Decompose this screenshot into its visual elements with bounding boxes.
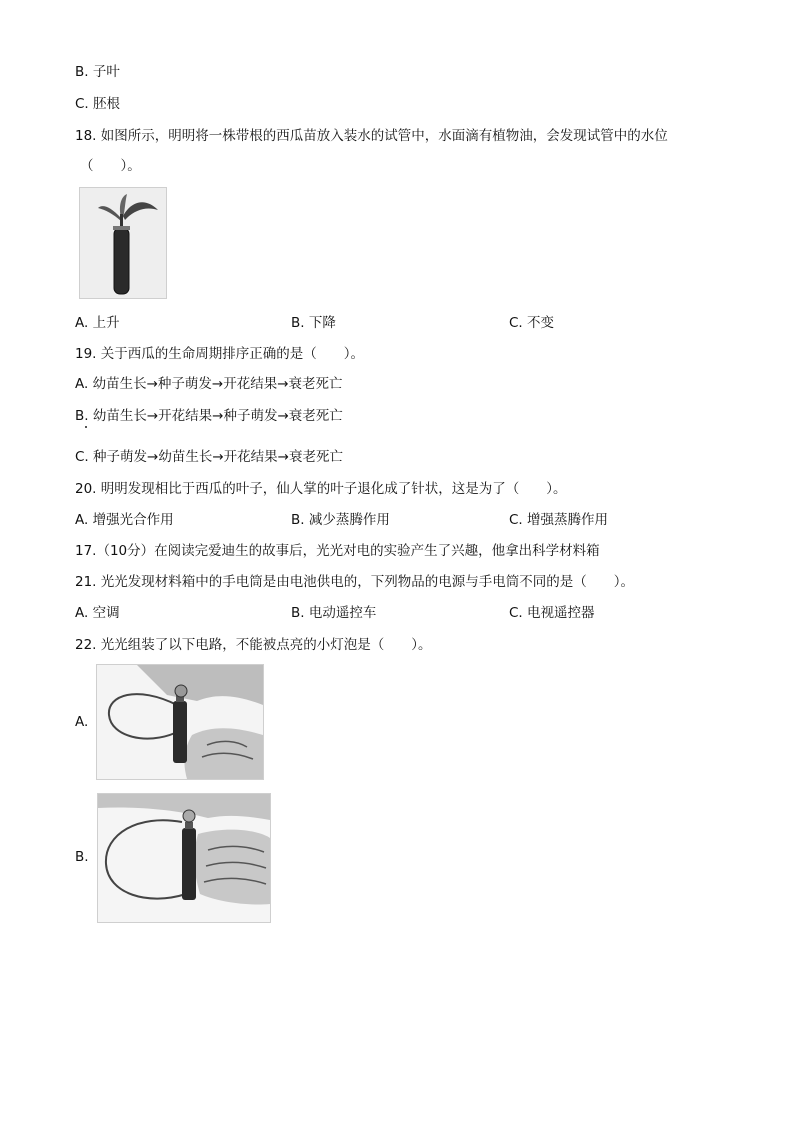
q20-option-a: A. 增强光合作用 xyxy=(75,512,174,528)
q21-stem: 21. 光光发现材料箱中的手电筒是由电池供电的，下列物品的电源与手电筒不同的是（ ）。 xyxy=(75,574,635,590)
q18-option-c: C. 不变 xyxy=(509,315,555,331)
q17-option-b: B. 子叶 xyxy=(75,64,120,80)
q20-stem: 20. 明明发现相比于西瓜的叶子，仙人掌的叶子退化成了针状，这是为了（ ）。 xyxy=(75,481,567,497)
q21-option-a: A. 空调 xyxy=(75,605,120,621)
q18-option-a: A. 上升 xyxy=(75,315,120,331)
q19-stem: 19. 关于西瓜的生命周期排序正确的是（ ）。 xyxy=(75,346,365,362)
q21-option-b: B. 电动遥控车 xyxy=(291,605,377,621)
q22-stem: 22. 光光组装了以下电路，不能被点亮的小灯泡是（ ）。 xyxy=(75,637,432,653)
q19-option-c: C. 种子萌发→幼苗生长→开花结果→衰老死亡 xyxy=(75,449,343,465)
q22-label-a: A. xyxy=(75,714,89,730)
q20-option-c: C. 增强蒸腾作用 xyxy=(509,512,609,528)
circuit-image-b xyxy=(97,793,271,923)
q18-option-b: B. 下降 xyxy=(291,315,336,331)
q18-stem-line1: 18. 如图所示，明明将一株带根的西瓜苗放入装水的试管中，水面滴有植物油，会发现试管中的水位 xyxy=(75,128,668,144)
q18-stem-line2: （ ）。 xyxy=(80,158,141,174)
q20-option-b: B. 减少蒸腾作用 xyxy=(291,512,390,528)
circuit-image-a xyxy=(96,664,264,780)
q19-option-a: A. 幼苗生长→种子萌发→开花结果→衰老死亡 xyxy=(75,376,343,392)
q22-label-b: B. xyxy=(75,849,89,865)
scan-mark xyxy=(85,426,87,428)
q17-option-c: C. 胚根 xyxy=(75,96,121,112)
q21-option-c: C. 电视遥控器 xyxy=(509,605,595,621)
section17-intro: 17.（10分）在阅读完爱迪生的故事后，光光对电的实验产生了兴趣，他拿出科学材料箱 xyxy=(75,543,600,559)
test-tube-seedling-image xyxy=(79,187,167,299)
q19-option-b: B. 幼苗生长→开花结果→种子萌发→衰老死亡 xyxy=(75,408,343,424)
